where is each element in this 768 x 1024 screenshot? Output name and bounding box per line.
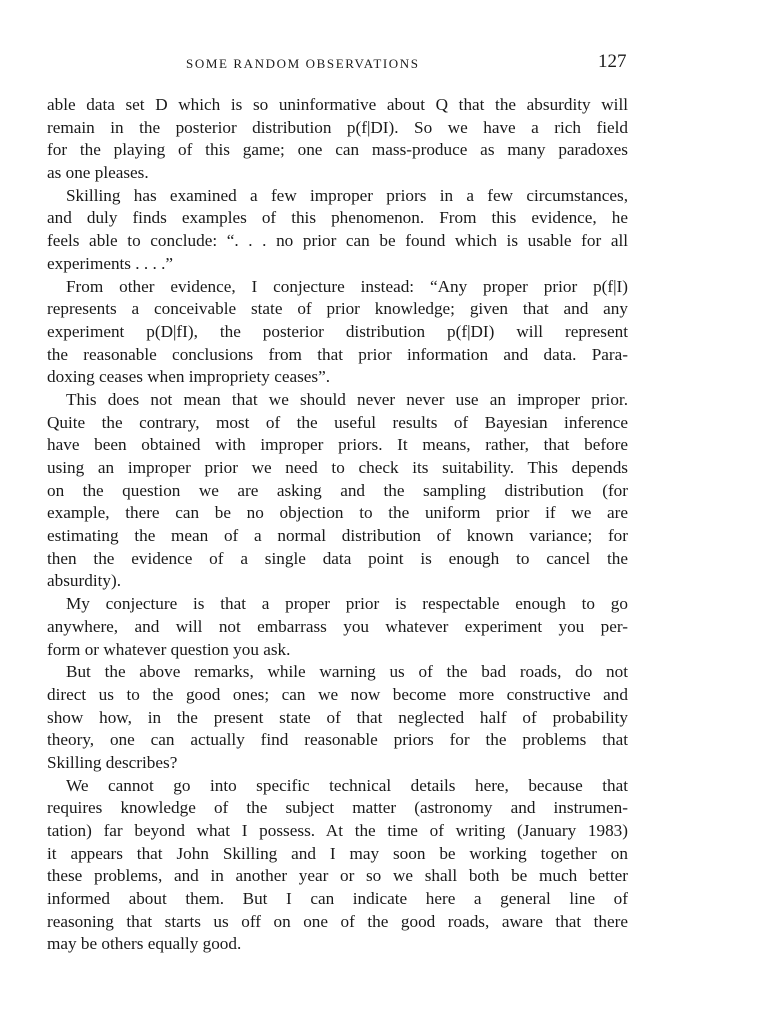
text-line: reasoning that starts us off on one of the good roads, aware that there (47, 911, 628, 931)
text-line: using an improper prior we need to check its suitability. This depends (47, 458, 628, 477)
text-line: absurdity). (47, 571, 121, 591)
text-line: for the playing of this game; one can mass-produce as many paradoxes (47, 140, 628, 160)
text-line: remain in the posterior distribution p(f|DI). So we have a rich field (47, 117, 628, 137)
text-line: these problems, and in another year or so we shall both be much better (47, 866, 628, 886)
text-line: tation) far beyond what I possess. At the time of writing (January 1983) (47, 821, 628, 840)
text-line: experiments . . . .” (47, 253, 174, 273)
text-line: direct us to the good ones; can we now become more constructive and (47, 684, 628, 704)
text-line: as one pleases. (47, 163, 149, 183)
text-line: on the question we are asking and the sampling distribution (for (47, 480, 628, 500)
text-line: doxing ceases when impropriety ceases”. (47, 367, 331, 387)
text-line: Quite the contrary, most of the useful results of Bayesian inference (47, 412, 628, 432)
text-line: requires knowledge of the subject matter (astronomy and instrumen- (47, 798, 628, 818)
text-line: From other evidence, I conjecture instead: “Any proper prior p(f|I) (66, 276, 628, 296)
paragraph (47, 593, 628, 661)
text-line: experiment p(D|fI), the posterior distribution p(f|DI) will represent (47, 321, 628, 341)
paragraph (47, 775, 628, 957)
text-line: and duly finds examples of this phenomenon. From this evidence, he (47, 208, 628, 228)
text-line: form or whatever question you ask. (47, 639, 291, 659)
page-number: 127 (598, 51, 627, 72)
paragraph (47, 661, 628, 774)
text-line: theory, one can actually find reasonable priors for the problems that (47, 730, 628, 750)
text-line: feels able to conclude: “. . . no prior can be found which is usable for all (47, 231, 628, 251)
text-line: the reasonable conclusions from that prior information and data. Para- (47, 344, 628, 364)
text-line: example, there can be no objection to the uniform prior if we are (47, 503, 628, 523)
body-text (47, 94, 628, 956)
text-line: But the above remarks, while warning us of the bad roads, do not (66, 662, 628, 682)
running-title: SOME RANDOM OBSERVATIONS (186, 56, 420, 71)
text-line: We cannot go into specific technical details here, because that (66, 775, 628, 795)
text-line: represents a conceivable state of prior knowledge; given that and any (47, 299, 628, 319)
text-line: Skilling has examined a few improper priors in a few circumstances, (66, 185, 628, 205)
text-line: then the evidence of a single data point is enough to cancel the (47, 548, 628, 568)
text-line: may be others equally good. (47, 934, 242, 954)
paragraph (47, 94, 628, 185)
paragraph (47, 389, 628, 593)
text-line: informed about them. But I can indicate here a general line of (47, 889, 628, 909)
text-line: estimating the mean of a normal distribution of known variance; for (47, 526, 628, 546)
paragraph (47, 185, 628, 276)
text-line: have been obtained with improper priors. It means, rather, that before (47, 435, 628, 455)
text-line: anywhere, and will not embarrass you whatever experiment you per- (47, 616, 628, 636)
paragraph (47, 276, 628, 389)
text-line: able data set D which is so uninformative about Q that the absurdity will (47, 95, 628, 114)
text-line: This does not mean that we should never never use an improper prior. (66, 389, 628, 409)
text-line: it appears that John Skilling and I may soon be working together on (47, 843, 628, 863)
text-line: Skilling describes? (47, 752, 178, 772)
text-line: My conjecture is that a proper prior is respectable enough to go (66, 594, 628, 614)
text-line: show how, in the present state of that neglected half of probability (47, 707, 628, 727)
